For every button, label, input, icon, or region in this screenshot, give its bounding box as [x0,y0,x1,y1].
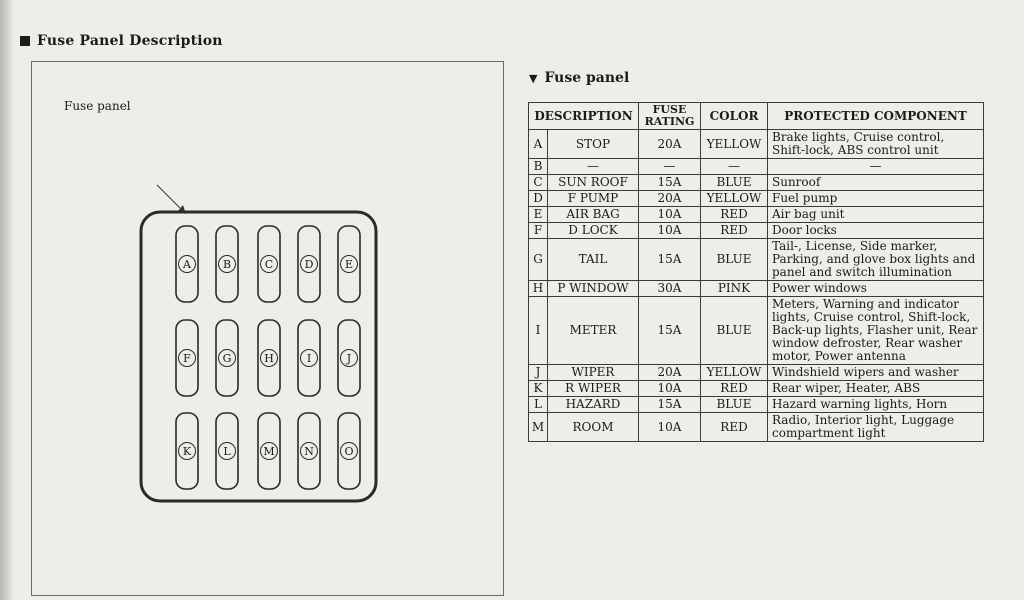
fuse-letter-g: G [222,352,232,365]
table-row [529,207,984,223]
fuse-protected-component: Windshield wipers and washer [768,365,984,381]
fuse-letter: F [529,223,548,239]
table-row [529,281,984,297]
fuse-protected-component: Door locks [768,223,984,239]
fuse-letter-j: J [346,352,352,365]
fuse-protected-component: Radio, Interior light, Luggage compartment light [768,413,984,442]
fuse-letter: L [529,397,548,413]
table-header-row [529,103,984,130]
fuse-description: AIR BAG [548,207,639,223]
fuse-letter-c: C [264,258,274,271]
header-description: DESCRIPTION [529,103,639,130]
table-title [529,70,629,86]
fuse-description: WIPER [548,365,639,381]
fuse-letter-h: H [264,352,274,365]
fuse-letter: E [529,207,548,223]
fuse-letter: H [529,281,548,297]
header-protected-component: PROTECTED COMPONENT [768,103,984,130]
fuse-color: YELLOW [701,130,768,159]
fuse-letter: J [529,365,548,381]
table-row [529,381,984,397]
fuse-protected-component: Air bag unit [768,207,984,223]
fuse-rating: 15A [639,175,701,191]
fuse-letter-k: K [182,445,192,458]
table-row [529,223,984,239]
fuse-color: BLUE [701,175,768,191]
table-row [529,297,984,365]
fuse-color: YELLOW [701,191,768,207]
table-row [529,130,984,159]
fuse-rating: 10A [639,223,701,239]
fuse-description: SUN ROOF [548,175,639,191]
fuse-color: RED [701,223,768,239]
fuse-description: D LOCK [548,223,639,239]
fuse-letter-l: L [223,445,231,458]
fuse-letter-m: M [263,445,275,458]
fuse-rating: 15A [639,397,701,413]
fuse-color: BLUE [701,397,768,413]
fuse-protected-component: Power windows [768,281,984,297]
fuse-description: ROOM [548,413,639,442]
table-row [529,159,984,175]
fuse-rating: — [639,159,701,175]
fuse-rating: 20A [639,365,701,381]
fuse-description: STOP [548,130,639,159]
header-fuse-rating-line1: FUSE [652,103,687,116]
fuse-color: RED [701,381,768,397]
table-row [529,413,984,442]
fuse-letter-f: F [183,352,191,365]
fuse-letter-o: O [344,445,354,458]
fuse-rating: 10A [639,413,701,442]
fuse-rating: 30A [639,281,701,297]
fuse-letter: A [529,130,548,159]
section-title [20,33,223,49]
fuse-protected-component: Rear wiper, Heater, ABS [768,381,984,397]
table-row [529,397,984,413]
fuse-letter: I [529,297,548,365]
fuse-letter-b: B [222,258,232,271]
table-row [529,239,984,281]
fuse-rating: 10A [639,207,701,223]
fuse-color: RED [701,207,768,223]
down-triangle-icon: ▼ [529,71,538,85]
fuse-panel-diagram [31,61,504,596]
fuse-color: RED [701,413,768,442]
fuse-color: BLUE [701,239,768,281]
fuse-letter: M [529,413,548,442]
fuse-protected-component: Fuel pump [768,191,984,207]
section-title-text: Fuse Panel Description [37,33,223,49]
header-fuse-rating [639,103,701,130]
fuse-protected-component: Brake lights, Cruise control, Shift-lock, ABS control unit [768,130,984,159]
fuse-letter: D [529,191,548,207]
fuse-color: PINK [701,281,768,297]
fuse-table [528,102,984,442]
table-title-text: Fuse panel [544,70,630,86]
fuse-description: — [548,159,639,175]
fuse-letter-d: D [304,258,314,271]
table-row [529,191,984,207]
fuse-color: YELLOW [701,365,768,381]
fuse-description: TAIL [548,239,639,281]
fuse-panel-drawing [32,62,505,597]
fuse-rating: 20A [639,191,701,207]
fuse-letter-a: A [183,258,191,271]
page-binding-shadow [0,0,14,600]
fuse-letter-n: N [304,445,314,458]
fuse-rating: 10A [639,381,701,397]
fuse-description: HAZARD [548,397,639,413]
fuse-description: R WIPER [548,381,639,397]
fuse-description: P WINDOW [548,281,639,297]
fuse-color: — [701,159,768,175]
fuse-rating: 20A [639,130,701,159]
fuse-protected-component: Meters, Warning and indicator lights, Cruise control, Shift-lock, Back-up lights, Flasher unit, Rear window defroster, Rear washer motor, Power antenna [768,297,984,365]
table-row [529,365,984,381]
fuse-protected-component: — [768,159,984,175]
fuse-letter: K [529,381,548,397]
black-square-icon [20,36,30,46]
fuse-letter-e: E [344,258,354,271]
fuse-protected-component: Tail-, License, Side marker, Parking, and glove box lights and panel and switch illumination [768,239,984,281]
fuse-panel-callout-label: Fuse panel [64,99,131,113]
table-row [529,175,984,191]
fuse-letter: C [529,175,548,191]
header-fuse-rating-line2: RATING [644,115,695,128]
fuse-letter: G [529,239,548,281]
fuse-rating: 15A [639,239,701,281]
fuse-protected-component: Sunroof [768,175,984,191]
fuse-letter-i: I [306,352,312,365]
fuse-color: BLUE [701,297,768,365]
fuse-description: METER [548,297,639,365]
fuse-protected-component: Hazard warning lights, Horn [768,397,984,413]
fuse-letter: B [529,159,548,175]
header-color: COLOR [701,103,768,130]
fuse-rating: 15A [639,297,701,365]
fuse-description: F PUMP [548,191,639,207]
